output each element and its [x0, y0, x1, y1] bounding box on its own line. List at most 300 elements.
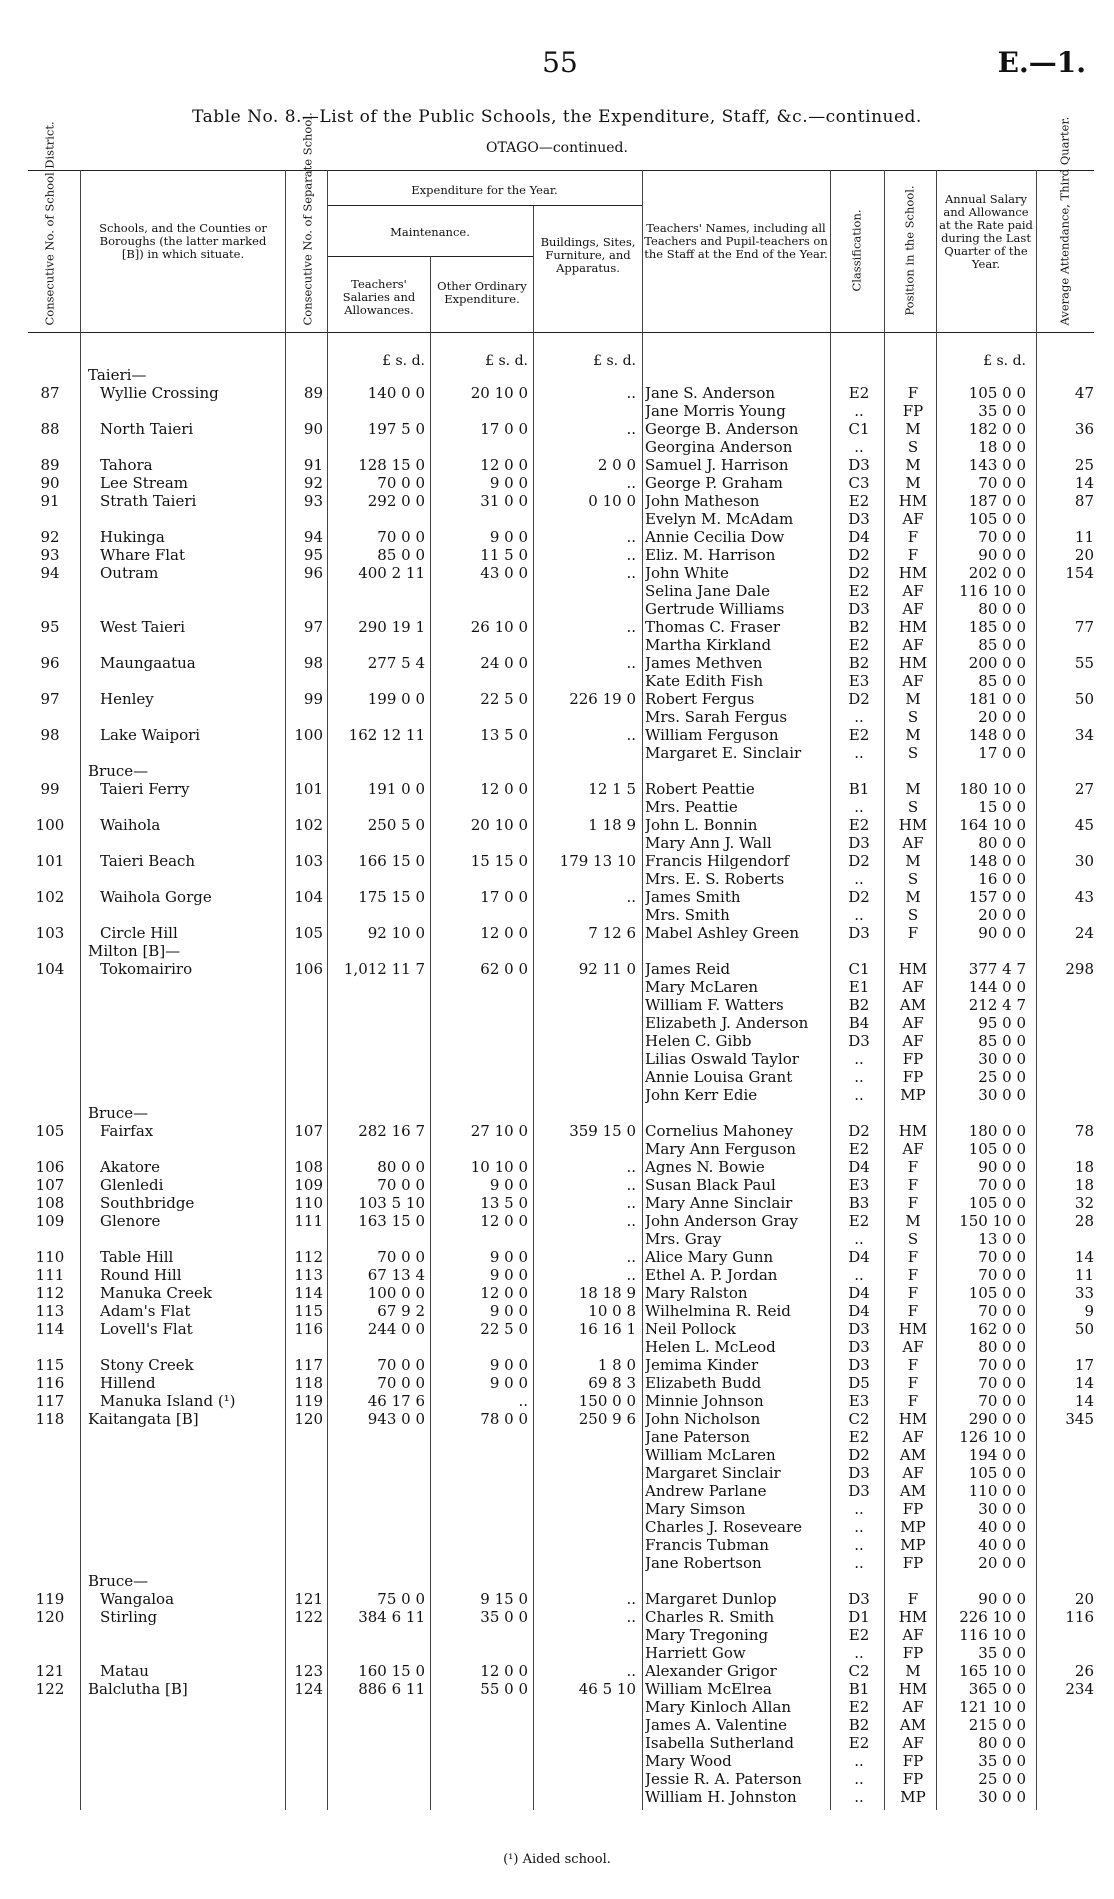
annual-salary-value: 110 0 0 — [968, 1482, 1026, 1500]
other-value: 17 0 0 — [480, 420, 528, 438]
table-row — [0, 744, 1114, 762]
position-value: F — [907, 1590, 919, 1608]
position-value: FP — [902, 1500, 924, 1518]
teacher-name: Elizabeth Budd — [645, 1374, 762, 1392]
table-row — [0, 1266, 1114, 1284]
annual-salary-value: 194 0 0 — [968, 1446, 1026, 1464]
annual-salary-value: 40 0 0 — [978, 1518, 1026, 1536]
district-no: 112 — [35, 1284, 65, 1302]
school-name: Lee Stream — [100, 474, 189, 492]
annual-salary-value: 90 0 0 — [978, 1158, 1026, 1176]
table-row — [0, 1356, 1114, 1374]
attendance-value: 26 — [1074, 1662, 1094, 1680]
buildings-value: .. — [626, 546, 636, 564]
teacher-name: Minnie Johnson — [645, 1392, 764, 1410]
table-row — [0, 690, 1114, 708]
position-value: F — [907, 1374, 919, 1392]
salaries-value: 160 15 0 — [358, 1662, 425, 1680]
position-value: FP — [902, 1752, 924, 1770]
district-no: 94 — [40, 564, 60, 582]
table-row — [0, 1446, 1114, 1464]
table-row — [0, 1644, 1114, 1662]
attendance-value: 55 — [1074, 654, 1094, 672]
header-classification: Classification. — [849, 209, 864, 292]
position-value: M — [905, 726, 921, 744]
annual-salary-value: 180 0 0 — [968, 1122, 1026, 1140]
school-name: Akatore — [100, 1158, 160, 1176]
table-row — [0, 1140, 1114, 1158]
school-name: Adam's Flat — [100, 1302, 191, 1320]
teacher-name: Francis Tubman — [645, 1536, 769, 1554]
salaries-value: 140 0 0 — [367, 384, 425, 402]
teacher-name: Mary Anne Sinclair — [645, 1194, 793, 1212]
other-value: 35 0 0 — [480, 1608, 528, 1626]
classification-value: B2 — [848, 654, 870, 672]
header-expenditure: Expenditure for the Year. — [411, 183, 558, 197]
table-row — [0, 1752, 1114, 1770]
county-heading-row — [0, 1104, 1114, 1122]
classification-value: D4 — [848, 1248, 870, 1266]
classification-value: D3 — [848, 834, 870, 852]
annual-salary-value: 226 10 0 — [959, 1608, 1026, 1626]
buildings-value: 12 1 5 — [588, 780, 636, 798]
county-name: Bruce— — [88, 1572, 149, 1590]
annual-salary-value: 143 0 0 — [968, 456, 1026, 474]
attendance-value: 34 — [1074, 726, 1094, 744]
table-row — [0, 636, 1114, 654]
teacher-name: Mrs. Gray — [645, 1230, 722, 1248]
teacher-name: Jane Robertson — [645, 1554, 762, 1572]
other-value: 62 0 0 — [480, 960, 528, 978]
county-name: Bruce— — [88, 762, 149, 780]
table-row — [0, 438, 1114, 456]
separate-no: 118 — [294, 1374, 323, 1392]
district-no: 122 — [35, 1680, 65, 1698]
teacher-name: Mary Ralston — [645, 1284, 748, 1302]
separate-no: 105 — [294, 924, 323, 942]
classification-value: E2 — [848, 816, 870, 834]
classification-value: D3 — [848, 510, 870, 528]
classification-value: E2 — [848, 1140, 870, 1158]
separate-no: 116 — [294, 1320, 323, 1338]
county-name: Bruce— — [88, 1104, 149, 1122]
table-row — [0, 1554, 1114, 1572]
table-row — [0, 1248, 1114, 1266]
other-value: .. — [518, 1392, 528, 1410]
school-name: Taieri Ferry — [100, 780, 190, 798]
district-no: 109 — [35, 1212, 65, 1230]
position-value: S — [907, 708, 919, 726]
school-name: Tokomairiro — [100, 960, 193, 978]
teacher-name: William F. Watters — [645, 996, 784, 1014]
district-no: 115 — [35, 1356, 65, 1374]
annual-salary-value: 185 0 0 — [968, 618, 1026, 636]
position-value: M — [905, 852, 921, 870]
other-value: 78 0 0 — [480, 1410, 528, 1428]
salaries-value: 70 0 0 — [377, 1356, 425, 1374]
salaries-value: 70 0 0 — [377, 528, 425, 546]
position-value: AF — [902, 1464, 924, 1482]
position-value: M — [905, 1662, 921, 1680]
annual-salary-value: 377 4 7 — [968, 960, 1026, 978]
classification-value: D3 — [848, 1338, 870, 1356]
salaries-value: 292 0 0 — [367, 492, 425, 510]
separate-no: 108 — [294, 1158, 323, 1176]
buildings-value: 10 0 8 — [588, 1302, 636, 1320]
salaries-value: 400 2 11 — [358, 564, 425, 582]
county-heading-row — [0, 942, 1114, 960]
salaries-value: 175 15 0 — [358, 888, 425, 906]
teacher-name: Thomas C. Fraser — [645, 618, 781, 636]
position-value: MP — [900, 1518, 926, 1536]
district-no: 118 — [35, 1410, 65, 1428]
table-row — [0, 618, 1114, 636]
classification-value: E1 — [848, 978, 870, 996]
buildings-value: .. — [626, 654, 636, 672]
classification-value: B4 — [848, 1014, 870, 1032]
annual-salary-value: 105 0 0 — [968, 1284, 1026, 1302]
separate-no: 111 — [294, 1212, 323, 1230]
position-value: AF — [902, 834, 924, 852]
district-no: 87 — [40, 384, 60, 402]
annual-salary-value: 126 10 0 — [959, 1428, 1026, 1446]
attendance-value: 234 — [1065, 1680, 1094, 1698]
district-no: 106 — [35, 1158, 65, 1176]
header-position: Position in the School. — [902, 185, 917, 316]
classification-value: D3 — [848, 1032, 870, 1050]
position-value: F — [907, 528, 919, 546]
position-value: S — [907, 798, 919, 816]
annual-salary-value: 70 0 0 — [978, 1248, 1026, 1266]
position-value: FP — [902, 1050, 924, 1068]
position-value: S — [907, 1230, 919, 1248]
other-value: 24 0 0 — [480, 654, 528, 672]
salaries-value: 103 5 10 — [358, 1194, 425, 1212]
attendance-value: 50 — [1074, 690, 1094, 708]
salaries-value: 92 10 0 — [367, 924, 425, 942]
attendance-value: 11 — [1074, 528, 1094, 546]
school-name: Waihola — [100, 816, 161, 834]
annual-salary-value: 15 0 0 — [978, 798, 1026, 816]
table-row — [0, 402, 1114, 420]
other-value: 13 5 0 — [480, 726, 528, 744]
school-name: Wyllie Crossing — [100, 384, 219, 402]
other-value: 20 10 0 — [470, 816, 528, 834]
salaries-value: 85 0 0 — [377, 546, 425, 564]
teacher-name: Francis Hilgendorf — [645, 852, 790, 870]
attendance-value: 18 — [1074, 1176, 1094, 1194]
salaries-value: 80 0 0 — [377, 1158, 425, 1176]
position-value: F — [907, 1392, 919, 1410]
school-name: Manuka Island (¹) — [100, 1392, 236, 1410]
other-value: 9 0 0 — [489, 1266, 528, 1284]
position-value: FP — [902, 1554, 924, 1572]
table-row — [0, 888, 1114, 906]
position-value: M — [905, 780, 921, 798]
attendance-value: 14 — [1074, 1248, 1094, 1266]
classification-value: E2 — [848, 726, 870, 744]
school-name: Manuka Creek — [100, 1284, 212, 1302]
county-heading-row — [0, 1572, 1114, 1590]
classification-value: .. — [854, 870, 864, 888]
table-row — [0, 852, 1114, 870]
attendance-value: 116 — [1065, 1608, 1094, 1626]
attendance-value: 33 — [1074, 1284, 1094, 1302]
classification-value: .. — [854, 744, 864, 762]
teacher-name: Agnes N. Bowie — [645, 1158, 765, 1176]
teacher-name: Martha Kirkland — [645, 636, 772, 654]
other-value: 12 0 0 — [480, 456, 528, 474]
teacher-name: John Kerr Edie — [645, 1086, 758, 1104]
salaries-value: 75 0 0 — [377, 1590, 425, 1608]
table-row — [0, 1212, 1114, 1230]
other-value: 10 10 0 — [470, 1158, 528, 1176]
table-row — [0, 1716, 1114, 1734]
teacher-name: George B. Anderson — [645, 420, 799, 438]
classification-value: B2 — [848, 1716, 870, 1734]
teacher-name: John Anderson Gray — [645, 1212, 799, 1230]
units-other: £ s. d. — [485, 353, 528, 369]
school-name: Hukinga — [100, 528, 165, 546]
attendance-value: 27 — [1074, 780, 1094, 798]
county-heading-row — [0, 366, 1114, 384]
separate-no: 120 — [294, 1410, 323, 1428]
units-annual: £ s. d. — [983, 353, 1026, 369]
salaries-value: 166 15 0 — [358, 852, 425, 870]
position-value: S — [907, 870, 919, 888]
position-value: AF — [902, 978, 924, 996]
classification-value: E2 — [848, 636, 870, 654]
teacher-name: John Matheson — [645, 492, 760, 510]
district-no: 121 — [35, 1662, 65, 1680]
salaries-value: 162 12 11 — [348, 726, 425, 744]
teacher-name: Mrs. Smith — [645, 906, 730, 924]
teacher-name: Selina Jane Dale — [645, 582, 771, 600]
teacher-name: Eliz. M. Harrison — [645, 546, 776, 564]
separate-no: 113 — [294, 1266, 323, 1284]
annual-salary-value: 164 10 0 — [959, 816, 1026, 834]
buildings-value: 7 12 6 — [588, 924, 636, 942]
position-value: F — [907, 924, 919, 942]
table-row — [0, 1788, 1114, 1806]
salaries-value: 163 15 0 — [358, 1212, 425, 1230]
report-code: E.—1. — [997, 46, 1086, 79]
attendance-value: 78 — [1074, 1122, 1094, 1140]
separate-no: 119 — [294, 1392, 323, 1410]
teacher-name: William Ferguson — [645, 726, 779, 744]
district-no: 111 — [35, 1266, 65, 1284]
position-value: HM — [898, 816, 928, 834]
position-value: HM — [898, 492, 928, 510]
table-row — [0, 1500, 1114, 1518]
position-value: F — [907, 1176, 919, 1194]
position-value: AM — [899, 996, 927, 1014]
teacher-name: Lilias Oswald Taylor — [645, 1050, 799, 1068]
annual-salary-value: 105 0 0 — [968, 1140, 1026, 1158]
teacher-name: Annie Cecilia Dow — [645, 528, 785, 546]
other-value: 9 0 0 — [489, 1176, 528, 1194]
other-value: 9 15 0 — [480, 1590, 528, 1608]
separate-no: 102 — [294, 816, 323, 834]
position-value: MP — [900, 1086, 926, 1104]
teacher-name: Susan Black Paul — [645, 1176, 776, 1194]
classification-value: D5 — [848, 1374, 870, 1392]
buildings-value: 16 16 1 — [578, 1320, 636, 1338]
separate-no: 109 — [294, 1176, 323, 1194]
buildings-value: 226 19 0 — [569, 690, 636, 708]
teacher-name: Mary Tregoning — [645, 1626, 769, 1644]
other-value: 27 10 0 — [470, 1122, 528, 1140]
annual-salary-value: 70 0 0 — [978, 1302, 1026, 1320]
teacher-name: Evelyn M. McAdam — [645, 510, 794, 528]
annual-salary-value: 121 10 0 — [959, 1698, 1026, 1716]
attendance-value: 17 — [1074, 1356, 1094, 1374]
classification-value: .. — [854, 1752, 864, 1770]
buildings-value: 2 0 0 — [597, 456, 636, 474]
classification-value: E2 — [848, 384, 870, 402]
classification-value: .. — [854, 1230, 864, 1248]
annual-salary-value: 70 0 0 — [978, 1374, 1026, 1392]
buildings-value: 150 0 0 — [578, 1392, 636, 1410]
teacher-name: Gertrude Williams — [645, 600, 785, 618]
position-value: AF — [902, 1032, 924, 1050]
table-row — [0, 456, 1114, 474]
teacher-name: Elizabeth J. Anderson — [645, 1014, 809, 1032]
classification-value: B2 — [848, 996, 870, 1014]
teacher-name: Helen C. Gibb — [645, 1032, 752, 1050]
classification-value: .. — [854, 708, 864, 726]
other-value: 9 0 0 — [489, 1248, 528, 1266]
school-name: Glenledi — [100, 1176, 164, 1194]
classification-value: B2 — [848, 618, 870, 636]
position-value: MP — [900, 1536, 926, 1554]
attendance-value: 28 — [1074, 1212, 1094, 1230]
teacher-name: Mrs. Peattie — [645, 798, 738, 816]
annual-salary-value: 30 0 0 — [978, 1050, 1026, 1068]
classification-value: .. — [854, 1086, 864, 1104]
header-buildings: Buildings, Sites, Furniture, and Apparatus. — [540, 235, 636, 275]
annual-salary-value: 290 0 0 — [968, 1410, 1026, 1428]
attendance-value: 24 — [1074, 924, 1094, 942]
classification-value: D3 — [848, 924, 870, 942]
separate-no: 112 — [294, 1248, 323, 1266]
teacher-name: John White — [645, 564, 729, 582]
position-value: F — [907, 384, 919, 402]
annual-salary-value: 70 0 0 — [978, 1392, 1026, 1410]
attendance-value: 45 — [1074, 816, 1094, 834]
classification-value: D3 — [848, 1356, 870, 1374]
district-no: 117 — [35, 1392, 65, 1410]
attendance-value: 20 — [1074, 1590, 1094, 1608]
classification-value: D4 — [848, 528, 870, 546]
school-name: Taieri Beach — [100, 852, 196, 870]
teacher-name: John L. Bonnin — [645, 816, 758, 834]
table-row — [0, 978, 1114, 996]
buildings-value: 92 11 0 — [578, 960, 636, 978]
position-value: AF — [902, 1428, 924, 1446]
annual-salary-value: 105 0 0 — [968, 510, 1026, 528]
separate-no: 115 — [294, 1302, 323, 1320]
table-row — [0, 1608, 1114, 1626]
buildings-value: .. — [626, 1212, 636, 1230]
attendance-value: 36 — [1074, 420, 1094, 438]
annual-salary-value: 25 0 0 — [978, 1770, 1026, 1788]
school-name: Kaitangata [B] — [88, 1410, 199, 1428]
classification-value: D3 — [848, 1320, 870, 1338]
separate-no: 95 — [303, 546, 323, 564]
table-row — [0, 1302, 1114, 1320]
teacher-name: Ethel A. P. Jordan — [645, 1266, 778, 1284]
annual-salary-value: 105 0 0 — [968, 1194, 1026, 1212]
annual-salary-value: 80 0 0 — [978, 1734, 1026, 1752]
school-name: Southbridge — [100, 1194, 195, 1212]
attendance-value: 30 — [1074, 852, 1094, 870]
separate-no: 97 — [303, 618, 323, 636]
annual-salary-value: 105 0 0 — [968, 1464, 1026, 1482]
position-value: F — [907, 1302, 919, 1320]
header-teachers: Teachers' Names, including all Teachers and Pupil-teachers on the Staff at the End of the Year. — [644, 221, 828, 261]
district-no: 97 — [40, 690, 60, 708]
annual-salary-value: 90 0 0 — [978, 924, 1026, 942]
district-no: 102 — [35, 888, 65, 906]
annual-salary-value: 215 0 0 — [968, 1716, 1026, 1734]
classification-value: .. — [854, 402, 864, 420]
school-name: Stony Creek — [100, 1356, 194, 1374]
table-row — [0, 1158, 1114, 1176]
salaries-value: 384 6 11 — [358, 1608, 425, 1626]
teacher-name: Jemima Kinder — [645, 1356, 759, 1374]
other-value: 11 5 0 — [480, 546, 528, 564]
district-no: 104 — [35, 960, 65, 978]
classification-value: E3 — [848, 672, 870, 690]
table-row — [0, 1194, 1114, 1212]
position-value: AF — [902, 1734, 924, 1752]
attendance-value: 20 — [1074, 546, 1094, 564]
position-value: AM — [899, 1716, 927, 1734]
school-name: Tahora — [100, 456, 153, 474]
annual-salary-value: 212 4 7 — [968, 996, 1026, 1014]
teacher-name: Kate Edith Fish — [645, 672, 764, 690]
teacher-name: Wilhelmina R. Reid — [645, 1302, 791, 1320]
teacher-name: Annie Louisa Grant — [645, 1068, 793, 1086]
table-row — [0, 924, 1114, 942]
classification-value: .. — [854, 1770, 864, 1788]
classification-value: D3 — [848, 1464, 870, 1482]
annual-salary-value: 116 10 0 — [959, 582, 1026, 600]
classification-value: D2 — [848, 690, 870, 708]
other-value: 26 10 0 — [470, 618, 528, 636]
annual-salary-value: 35 0 0 — [978, 402, 1026, 420]
salaries-value: 46 17 6 — [367, 1392, 425, 1410]
position-value: M — [905, 1212, 921, 1230]
table-row — [0, 1230, 1114, 1248]
attendance-value: 18 — [1074, 1158, 1094, 1176]
table-row — [0, 492, 1114, 510]
separate-no: 106 — [294, 960, 323, 978]
attendance-value: 50 — [1074, 1320, 1094, 1338]
buildings-value: .. — [626, 420, 636, 438]
district-no: 98 — [40, 726, 60, 744]
salaries-value: 67 13 4 — [367, 1266, 425, 1284]
school-name: Glenore — [100, 1212, 161, 1230]
annual-salary-value: 90 0 0 — [978, 1590, 1026, 1608]
other-value: 22 5 0 — [480, 690, 528, 708]
table-row — [0, 564, 1114, 582]
table-row — [0, 1662, 1114, 1680]
annual-salary-value: 157 0 0 — [968, 888, 1026, 906]
attendance-value: 14 — [1074, 1374, 1094, 1392]
school-name: Table Hill — [100, 1248, 174, 1266]
